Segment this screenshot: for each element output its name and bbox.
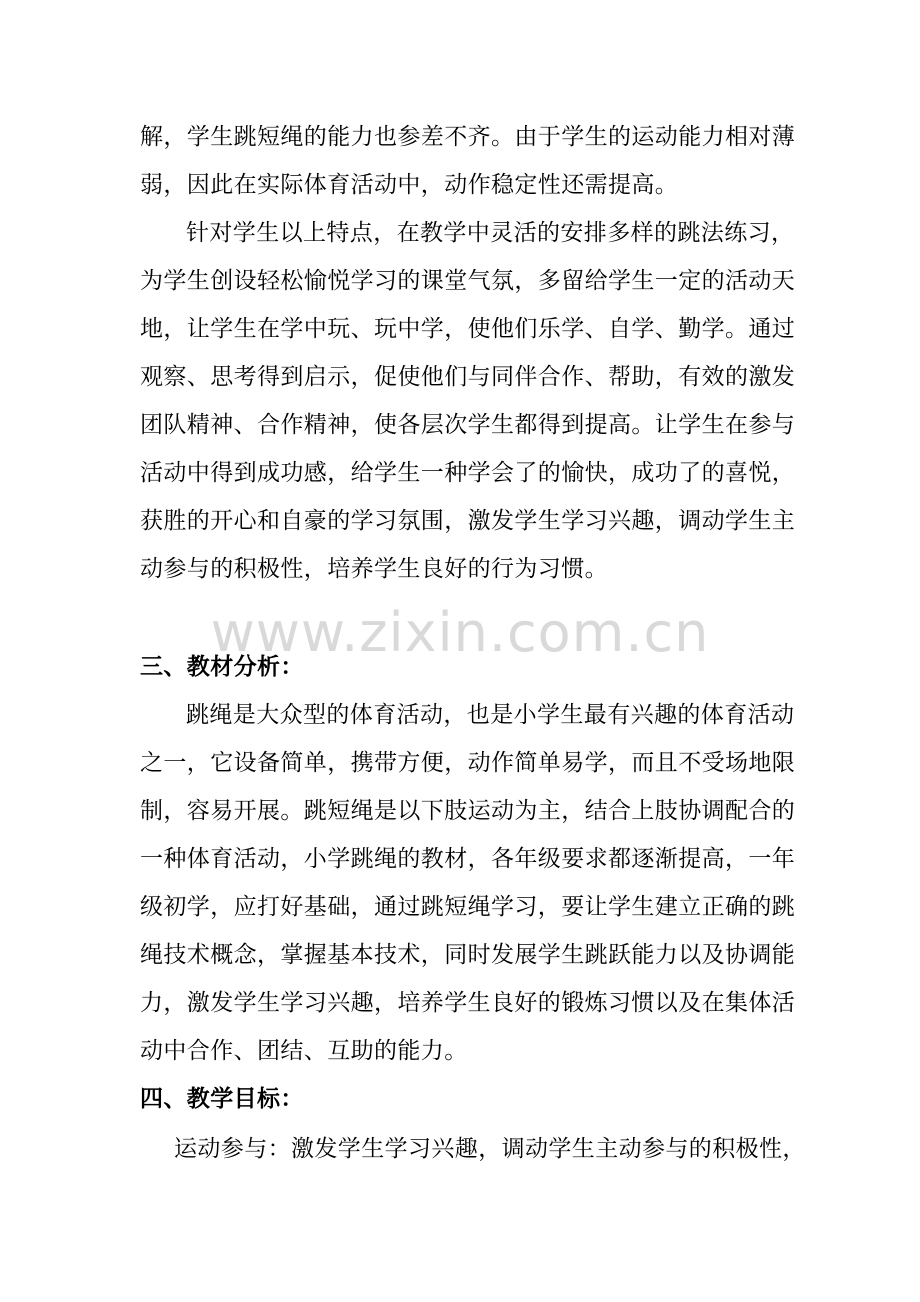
section-heading-4: 四、教学目标： xyxy=(140,1086,304,1112)
section-heading-3: 三、教材分析： xyxy=(140,654,304,680)
paragraph-line: 级初学，应打好基础，通过跳短绳学习，要让学生建立正确的跳 xyxy=(140,894,796,920)
paragraph-line: 针对学生以上特点，在教学中灵活的安排多样的跳法练习， xyxy=(186,220,795,246)
paragraph-line: 运动参与：激发学生学习兴趣，调动学生主动参与的积极性， xyxy=(174,1136,806,1162)
paragraph-line: 跳绳是大众型的体育活动，也是小学生最有兴趣的体育活动 xyxy=(186,702,795,728)
paragraph-line: 制，容易开展。跳短绳是以下肢运动为主，结合上肢协调配合的 xyxy=(140,798,796,824)
paragraph-line: 获胜的开心和自豪的学习氛围，激发学生学习兴趣，调动学生主 xyxy=(140,508,796,534)
paragraph-line: 一种体育活动，小学跳绳的教材，各年级要求都逐渐提高，一年 xyxy=(140,846,796,872)
paragraph-line: 为学生创设轻松愉悦学习的课堂气氛，多留给学生一定的活动天 xyxy=(140,268,796,294)
paragraph-line: 动参与的积极性，培养学生良好的行为习惯。 xyxy=(140,556,608,582)
paragraph-line: 力，激发学生学习兴趣，培养学生良好的锻炼习惯以及在集体活 xyxy=(140,990,796,1016)
paragraph-line: 活动中得到成功感，给学生一种学会了的愉快，成功了的喜悦， xyxy=(140,460,796,486)
paragraph-line: 解，学生跳短绳的能力也参差不齐。由于学生的运动能力相对薄 xyxy=(140,124,796,150)
paragraph-line: 团队精神、合作精神，使各层次学生都得到提高。让学生在参与 xyxy=(140,412,796,438)
watermark-text: www.zixin.com.cn xyxy=(210,601,710,664)
paragraph-line: 绳技术概念，掌握基本技术，同时发展学生跳跃能力以及协调能 xyxy=(140,942,796,968)
paragraph-line: 之一，它设备简单，携带方便，动作简单易学，而且不受场地限 xyxy=(140,750,796,776)
paragraph-line: 动中合作、团结、互助的能力。 xyxy=(140,1038,468,1064)
paragraph-line: 观察、思考得到启示，促使他们与同伴合作、帮助，有效的激发 xyxy=(140,364,796,390)
paragraph-line: 弱，因此在实际体育活动中，动作稳定性还需提高。 xyxy=(140,172,679,198)
paragraph-line: 地，让学生在学中玩、玩中学，使他们乐学、自学、勤学。通过 xyxy=(140,316,796,342)
